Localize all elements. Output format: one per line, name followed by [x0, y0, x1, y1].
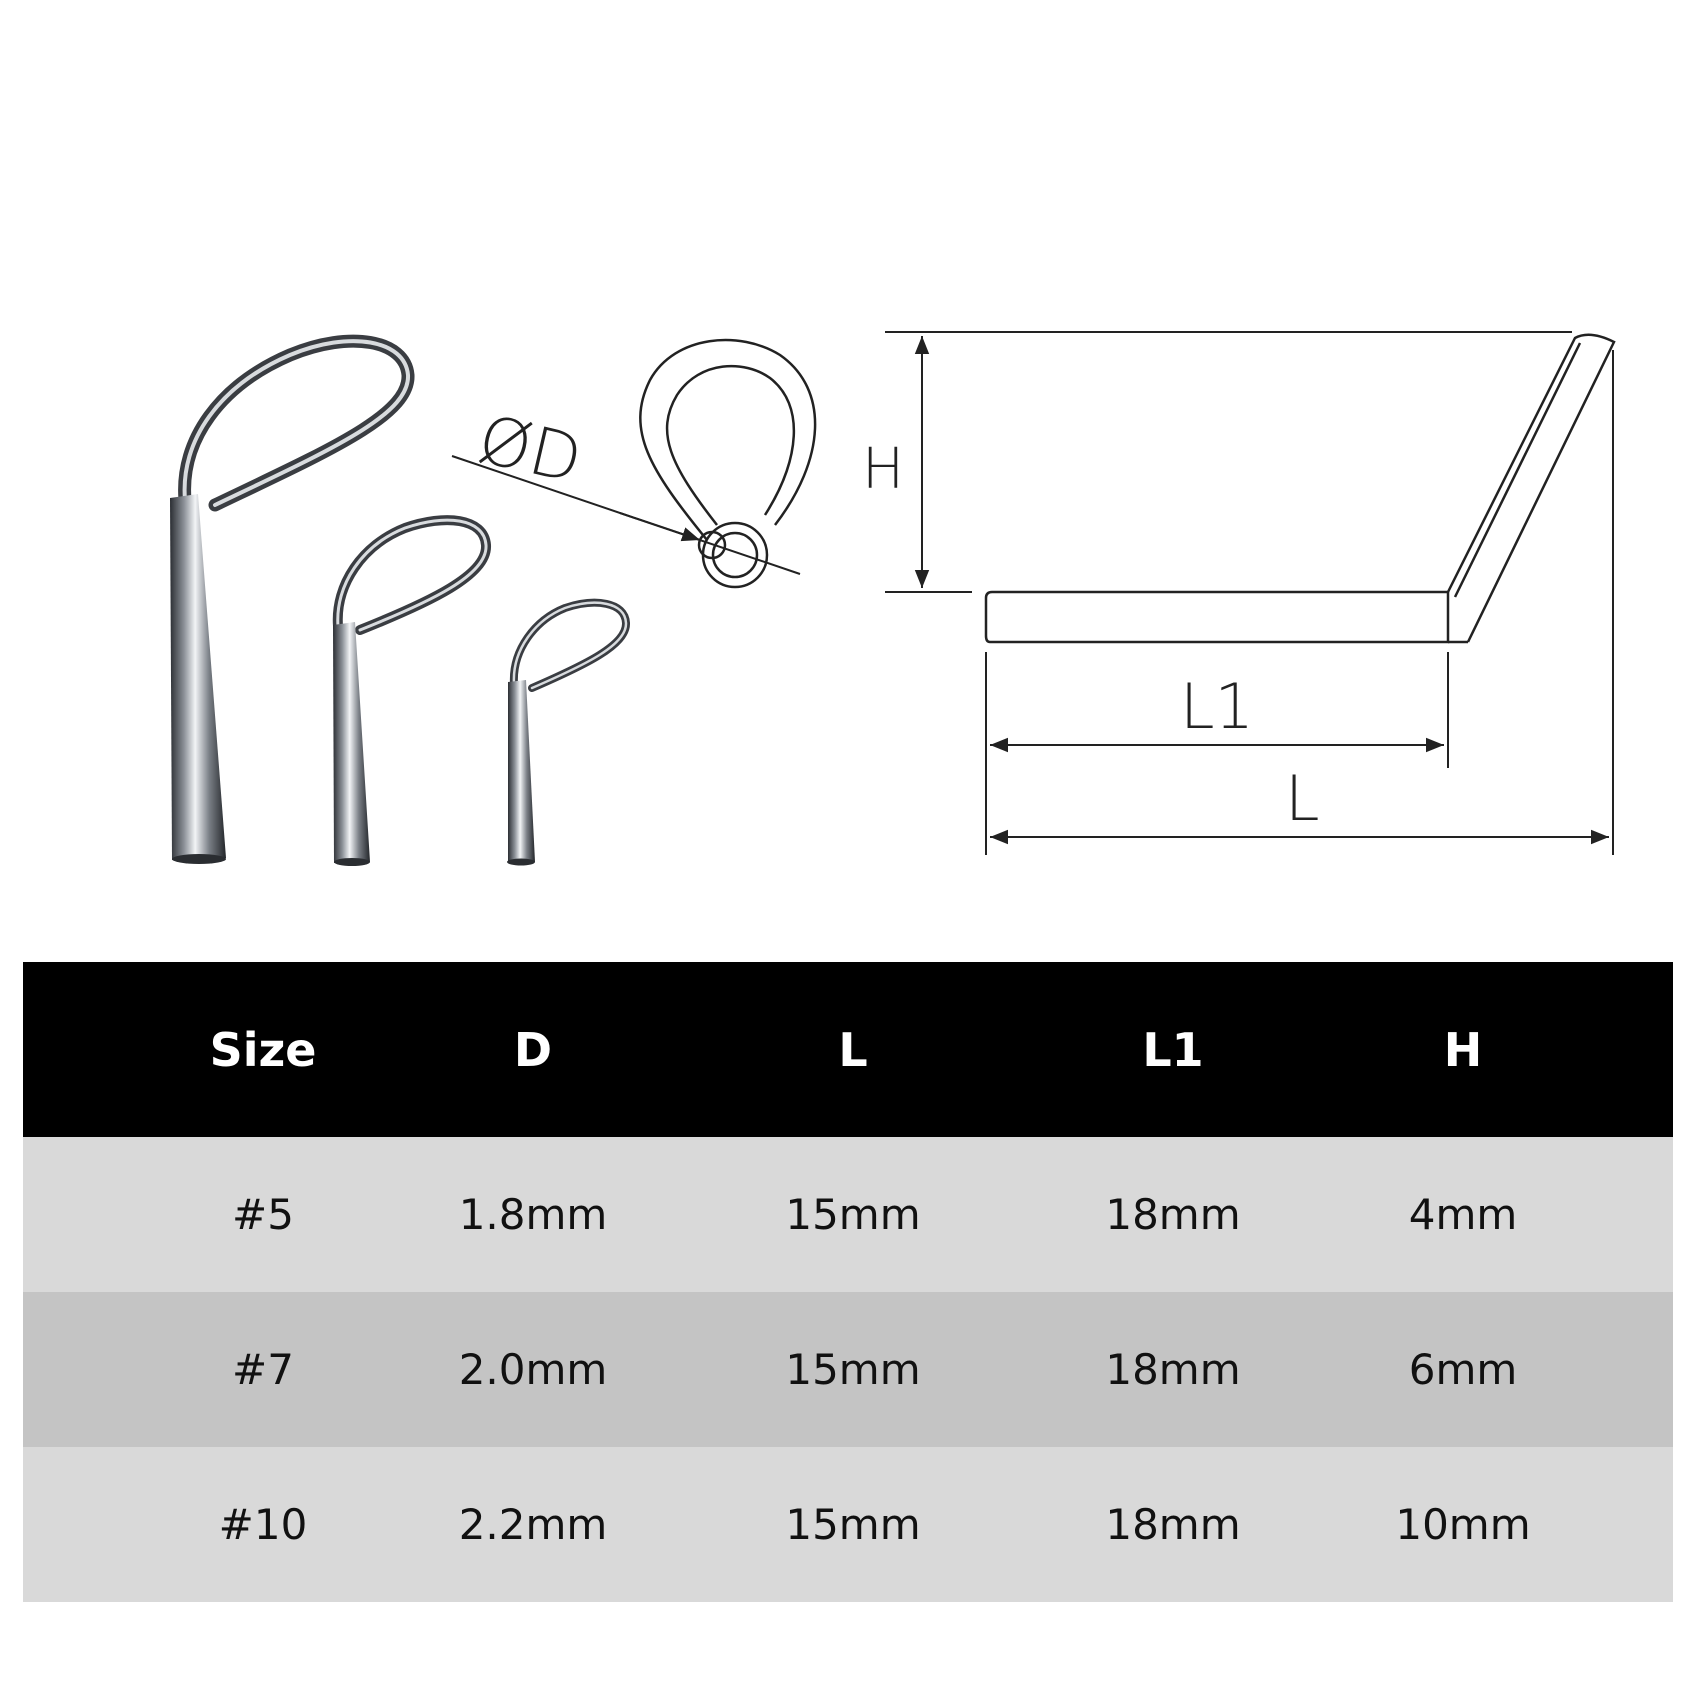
cell-l: 15mm — [785, 1345, 921, 1394]
diameter-label: ØD — [471, 400, 589, 499]
l1-dimension — [990, 670, 1444, 745]
cell-l: 15mm — [785, 1500, 921, 1549]
spec-table — [23, 962, 1673, 1602]
side-profile-drawing — [885, 332, 1614, 855]
cell-h: 4mm — [1408, 1190, 1518, 1239]
header-d: D — [513, 1022, 553, 1077]
cell-l: 15mm — [785, 1190, 921, 1239]
guide-large-image — [170, 341, 408, 864]
header-l: L — [838, 1022, 868, 1077]
header-size: Size — [209, 1022, 317, 1077]
cell-size: #5 — [232, 1190, 294, 1239]
cell-l1: 18mm — [1105, 1190, 1241, 1239]
cell-h: 10mm — [1395, 1500, 1531, 1549]
guide-medium-image — [333, 520, 486, 866]
l-dimension — [990, 762, 1609, 837]
guide-small-image — [507, 603, 626, 866]
cell-h: 6mm — [1408, 1345, 1518, 1394]
diameter-indicator — [452, 401, 800, 574]
height-dimension — [862, 336, 922, 588]
table-row — [23, 1137, 1673, 1292]
header-h: H — [1443, 1022, 1483, 1077]
cell-l1: 18mm — [1105, 1345, 1241, 1394]
cell-d: 2.0mm — [458, 1345, 608, 1394]
cell-size: #7 — [232, 1345, 294, 1394]
height-label: H — [862, 437, 905, 502]
table-row — [23, 1292, 1673, 1447]
cell-l1: 18mm — [1105, 1500, 1241, 1549]
table-row — [23, 1447, 1673, 1602]
table-header-row — [23, 962, 1673, 1137]
cell-d: 1.8mm — [458, 1190, 608, 1239]
cell-d: 2.2mm — [458, 1500, 608, 1549]
cell-size: #10 — [218, 1500, 308, 1549]
header-l1: L1 — [1142, 1022, 1204, 1077]
l1-label: L1 — [1180, 670, 1254, 743]
l-label: L — [1285, 762, 1320, 835]
